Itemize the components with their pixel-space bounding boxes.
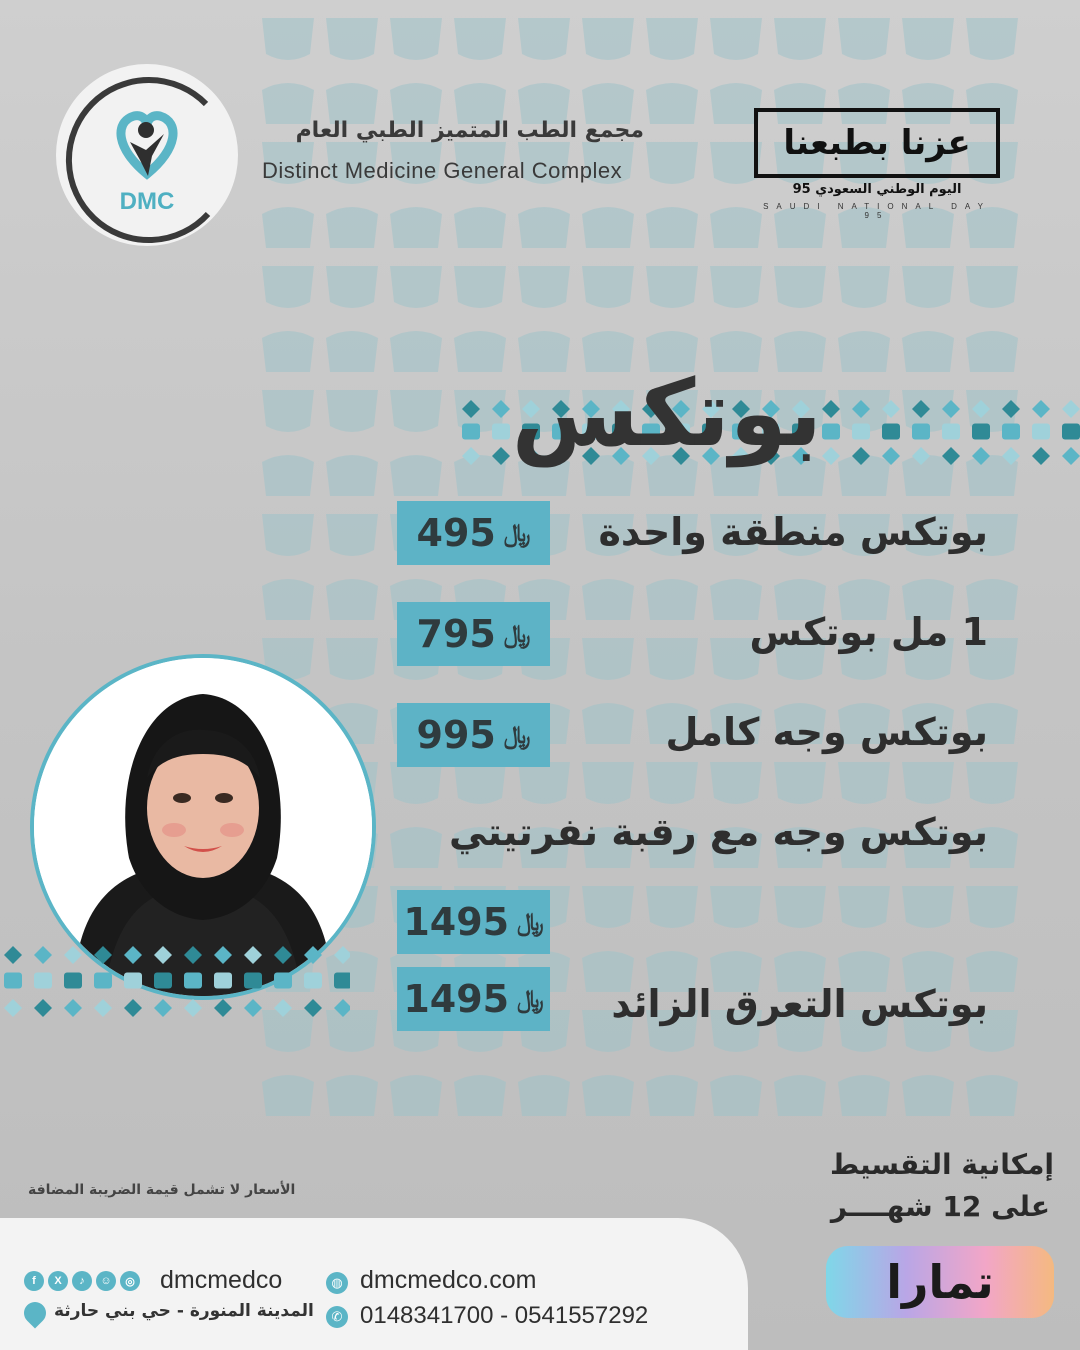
pattern-tile [966,18,1018,60]
pattern-tile [390,331,442,372]
band-shape [244,972,262,988]
band-shape [942,447,960,465]
website-link[interactable]: dmcmedco.com [360,1266,537,1294]
pattern-tile [582,266,634,308]
pattern-tile [390,18,442,60]
pattern-tile [262,207,314,248]
pattern-tile [774,1075,826,1116]
saudi-riyal-icon: ﷼ [503,519,531,547]
national-day-title: عزنا بطبعنا [754,108,1000,178]
band-shape [94,972,112,988]
pattern-tile [646,18,698,60]
pattern-tile [966,266,1018,308]
band-shape [64,972,82,988]
pattern-tile [262,390,314,432]
band-shape [304,999,322,1017]
band-shape [154,999,172,1017]
pattern-tile [326,207,378,248]
logo-text: DMC [119,188,175,215]
pattern-tile [582,638,634,680]
band-shape [492,400,510,418]
band-shape [334,972,350,988]
band-shape [34,946,52,964]
band-shape [462,447,480,465]
pattern-tile [646,886,698,928]
national-day-subtitle: اليوم الوطني السعودي 95 [792,182,962,197]
vat-note: الأسعار لا تشمل قيمة الضريبة المضافة [28,1182,296,1198]
offer-label-2: 1 مل بوتكس [749,610,988,654]
pattern-tile [326,1075,378,1116]
pattern-tile [902,1075,954,1116]
price-badge-4 [397,890,550,954]
band-shape [912,400,930,418]
band-shape [34,999,52,1017]
pattern-tile [838,266,890,308]
pattern-tile [646,266,698,308]
pattern-tile [710,886,762,928]
pattern-tile [262,331,314,372]
pattern-tile [646,1075,698,1116]
social-icons [24,1271,140,1291]
pattern-tile [454,762,506,804]
band-shape [1032,447,1050,465]
band-shape [274,999,292,1017]
price-value-2: 795 [416,612,496,656]
phone-icon: ✆ [326,1306,348,1328]
band-shape [334,999,350,1017]
band-shape [942,400,960,418]
pattern-tile [902,331,954,372]
band-shape [972,447,990,465]
band-shape [492,447,510,465]
social-handle[interactable]: dmcmedco [160,1266,283,1294]
price-value-5: 1495 [403,977,510,1021]
band-shape [154,946,172,964]
band-shape [244,946,262,964]
band-shape [64,946,82,964]
pattern-tile [838,1075,890,1116]
band-shape [972,424,990,440]
installment-line-1: إمكانية التقسيط [830,1148,1054,1181]
pattern-tile [390,207,442,248]
pattern-tile [966,762,1018,804]
snapchat-icon[interactable]: ☺ [96,1271,116,1291]
band-shape [4,999,22,1017]
band-shape [184,999,202,1017]
pattern-tile [326,390,378,432]
band-shape [4,946,22,964]
pattern-tile [966,1075,1018,1116]
price-value-1: 495 [416,511,496,555]
price-badge-2 [397,602,550,666]
pattern-tile [390,455,442,496]
pattern-tile [326,18,378,60]
page-title: بوتكس [511,360,822,467]
offer-label-1: بوتكس منطقة واحدة [598,510,988,554]
band-shape [1002,400,1020,418]
band-shape [912,424,930,440]
pattern-tile [582,579,634,620]
pattern-tile [262,1075,314,1116]
band-shape [124,946,142,964]
pattern-tile [710,266,762,308]
band-shape [1062,447,1080,465]
band-shape [34,972,52,988]
band-shape [244,999,262,1017]
band-shape [822,424,840,440]
pattern-tile [582,1075,634,1116]
band-shape [882,447,900,465]
band-shape [214,946,232,964]
band-shape [94,999,112,1017]
brand-name-arabic: مجمع الطب المتميز الطبي العام [295,118,644,143]
pattern-tile [582,18,634,60]
pattern-tile [838,18,890,60]
band-shape [154,972,172,988]
price-badge-3 [397,703,550,767]
pattern-tile [262,455,314,496]
pattern-tile [902,886,954,928]
national-day-english: SAUDI NATIONAL DAY 95 [763,202,991,220]
pattern-tile [646,638,698,680]
pattern-tile [454,266,506,308]
band-shape [184,972,202,988]
band-shape [94,946,112,964]
pattern-tile [390,827,442,868]
saudi-riyal-icon: ﷼ [503,721,531,749]
globe-icon: ◍ [326,1272,348,1294]
facebook-icon[interactable]: f [24,1271,44,1291]
pattern-tile [582,762,634,804]
pattern-tile [326,638,378,680]
pattern-tile [390,762,442,804]
band-shape [1002,447,1020,465]
band-shape [4,972,22,988]
price-badge-1 [397,501,550,565]
pattern-tile [646,207,698,248]
pattern-tile [326,579,378,620]
pattern-tile [262,579,314,620]
pattern-tile [902,18,954,60]
pattern-tile [454,18,506,60]
band-shape [64,999,82,1017]
pattern-tile [518,18,570,60]
heart-person-icon [56,64,238,246]
pattern-tile [262,18,314,60]
price-value-4: 1495 [403,900,510,944]
pattern-tile [774,762,826,804]
pattern-tile [902,762,954,804]
pattern-tile [326,266,378,308]
band-shape [334,946,350,964]
pattern-tile [262,514,314,556]
pattern-tile [710,18,762,60]
pattern-tile [902,266,954,308]
band-shape [274,946,292,964]
pattern-tile [582,703,634,744]
band-shape [1062,400,1080,418]
pattern-tile [774,18,826,60]
band-shape [214,972,232,988]
offer-label-3: بوتكس وجه كامل [665,710,988,754]
dmc-logo [56,64,238,246]
installment-line-2: على 12 شهــــر [830,1190,1050,1223]
brand-name-english: Distinct Medicine General Complex [262,158,623,183]
instagram-icon[interactable]: ◎ [120,1271,140,1291]
pattern-tile [582,886,634,928]
offer-label-5: بوتكس التعرق الزائد [611,982,988,1026]
pattern-tile [326,455,378,496]
band-shape [1062,424,1080,440]
band-shape [852,447,870,465]
band-shape [1002,424,1020,440]
pattern-tile [838,886,890,928]
price-badge-5 [397,967,550,1031]
pattern-tile [710,762,762,804]
offer-label-4: بوتكس وجه مع رقبة نفرتيتي [449,810,988,854]
pattern-tile [646,142,698,184]
pattern-tile [390,266,442,308]
band-shape [124,972,142,988]
pattern-tile [390,1075,442,1116]
saudi-riyal-icon: ﷼ [503,620,531,648]
pattern-tile [518,1075,570,1116]
decorative-band-left [0,938,350,1028]
pattern-tile [582,207,634,248]
band-shape [462,424,480,440]
band-shape [882,400,900,418]
band-shape [304,946,322,964]
phone-numbers[interactable]: 0148341700 - 0541557292 [360,1302,649,1329]
band-shape [1032,400,1050,418]
band-shape [1032,424,1050,440]
saudi-riyal-icon: ﷼ [517,908,544,936]
pattern-tile [774,886,826,928]
band-shape [942,424,960,440]
band-shape [852,424,870,440]
pattern-tile [646,579,698,620]
band-shape [912,447,930,465]
x-icon[interactable]: X [48,1271,68,1291]
band-shape [852,400,870,418]
pattern-tile [774,266,826,308]
saudi-riyal-icon: ﷼ [517,985,544,1013]
band-shape [274,972,292,988]
band-shape [882,424,900,440]
band-shape [462,400,480,418]
tamara-logo: تمارا [826,1246,1054,1318]
pattern-tile [966,331,1018,372]
band-shape [214,999,232,1017]
pattern-tile [966,886,1018,928]
pattern-tile [518,207,570,248]
band-shape [304,972,322,988]
pattern-tile [454,331,506,372]
band-shape [124,999,142,1017]
national-day-logo [750,104,1004,220]
pattern-tile [838,762,890,804]
band-shape [972,400,990,418]
pattern-tile [326,514,378,556]
pattern-tile [518,266,570,308]
price-value-3: 995 [416,713,496,757]
tiktok-icon[interactable]: ♪ [72,1271,92,1291]
pattern-tile [390,390,442,432]
pattern-tile [646,83,698,124]
pattern-tile [454,1075,506,1116]
address: المدينة المنورة - حي بني حارثة [54,1301,314,1321]
pattern-tile [710,1075,762,1116]
pattern-tile [646,762,698,804]
band-shape [184,946,202,964]
band-shape [492,424,510,440]
pattern-tile [262,266,314,308]
band-shape [822,447,840,465]
pattern-tile [454,207,506,248]
pattern-tile [838,331,890,372]
pattern-tile [326,331,378,372]
pattern-tile [518,762,570,804]
band-shape [822,400,840,418]
